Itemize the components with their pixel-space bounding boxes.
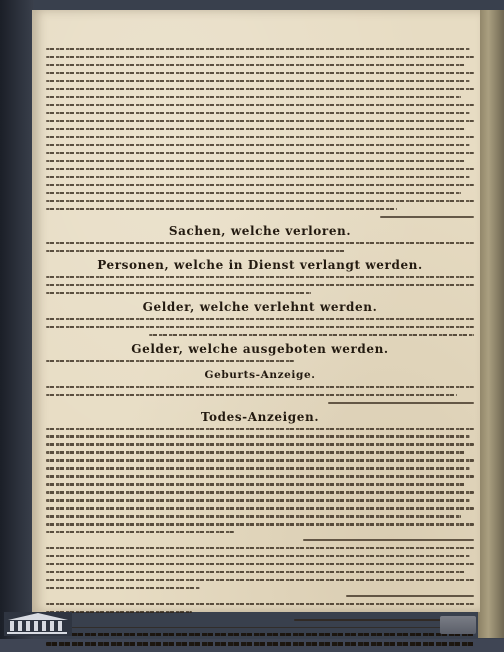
text-line xyxy=(46,386,474,388)
text-line xyxy=(46,507,474,509)
text-line xyxy=(46,88,474,90)
text-line xyxy=(46,318,474,320)
text-line xyxy=(46,168,474,170)
sale-notices-block xyxy=(46,48,474,218)
heading-todes-anzeigen: Todes-Anzeigen. xyxy=(200,409,320,424)
loan-request-notice xyxy=(46,318,474,336)
heading-geburts-anzeige: Geburts-Anzeige. xyxy=(204,368,316,381)
text-line xyxy=(46,531,234,533)
text-line xyxy=(46,579,474,581)
text-line xyxy=(46,276,474,278)
employment-notice xyxy=(46,276,474,294)
text-line xyxy=(46,64,465,66)
text-line xyxy=(46,467,470,469)
text-line xyxy=(46,360,294,362)
text-line xyxy=(46,176,470,178)
text-line xyxy=(46,515,461,517)
closing-announcement xyxy=(46,633,474,645)
text-line xyxy=(46,292,311,294)
library-logo-icon xyxy=(4,612,72,636)
text-line xyxy=(46,56,474,58)
text-line xyxy=(46,483,465,485)
text-line xyxy=(46,326,474,328)
text-line xyxy=(46,491,474,493)
death-notice-2 xyxy=(46,547,474,597)
text-line xyxy=(46,80,470,82)
heading-gelder-ausgeboten: Gelder, welche ausgeboten werden. xyxy=(131,341,389,356)
text-line xyxy=(46,563,474,565)
text-line xyxy=(46,443,474,445)
text-line xyxy=(46,120,474,122)
text-line xyxy=(46,475,474,477)
death-notice-3 xyxy=(46,603,474,621)
text-line xyxy=(46,136,474,138)
signature-line xyxy=(303,539,474,541)
page-stack-edge xyxy=(478,10,504,638)
text-line xyxy=(46,499,470,501)
text-line xyxy=(46,547,474,549)
text-line xyxy=(46,192,461,194)
text-line xyxy=(46,96,461,98)
text-line xyxy=(46,144,470,146)
lost-items-notice xyxy=(46,242,474,252)
text-line xyxy=(46,72,474,74)
text-line xyxy=(46,555,470,557)
heading-personen-dienst: Personen, welche in Dienst verlangt werden. xyxy=(97,257,423,272)
text-line xyxy=(46,428,474,430)
money-offer-notice xyxy=(46,360,474,362)
text-line xyxy=(46,242,474,244)
text-line xyxy=(46,208,397,210)
text-line xyxy=(46,523,474,525)
text-line xyxy=(46,104,474,106)
heading-gelder-verlehnt: Gelder, welche verlehnt werden. xyxy=(142,299,378,314)
text-line xyxy=(46,284,474,286)
signature-line xyxy=(328,402,474,404)
text-line xyxy=(46,394,457,396)
birth-notice xyxy=(46,386,474,404)
text-line xyxy=(46,112,470,114)
text-line xyxy=(46,603,474,605)
signature-line xyxy=(380,216,474,218)
newspaper-page xyxy=(32,10,480,612)
horizontal-rule xyxy=(46,627,474,628)
text-line xyxy=(46,48,470,50)
bold-text-line xyxy=(46,633,474,636)
death-notice-1 xyxy=(46,428,474,542)
text-line xyxy=(46,459,474,461)
text-line xyxy=(46,435,470,437)
text-line xyxy=(46,250,346,252)
text-line xyxy=(46,200,474,202)
text-line xyxy=(46,160,465,162)
page-content xyxy=(46,48,474,652)
heading-sachen-verloren: Sachen, welche verloren. xyxy=(168,223,352,238)
text-line xyxy=(46,571,465,573)
text-line xyxy=(46,184,474,186)
color-calibration-strip xyxy=(440,616,476,634)
bold-text-line xyxy=(46,642,474,645)
text-line xyxy=(46,152,474,154)
book-spine-shadow xyxy=(0,0,34,639)
text-line xyxy=(46,587,200,589)
text-line xyxy=(46,128,465,130)
text-line xyxy=(46,451,465,453)
text-line xyxy=(149,334,474,336)
signature-line xyxy=(346,595,474,597)
